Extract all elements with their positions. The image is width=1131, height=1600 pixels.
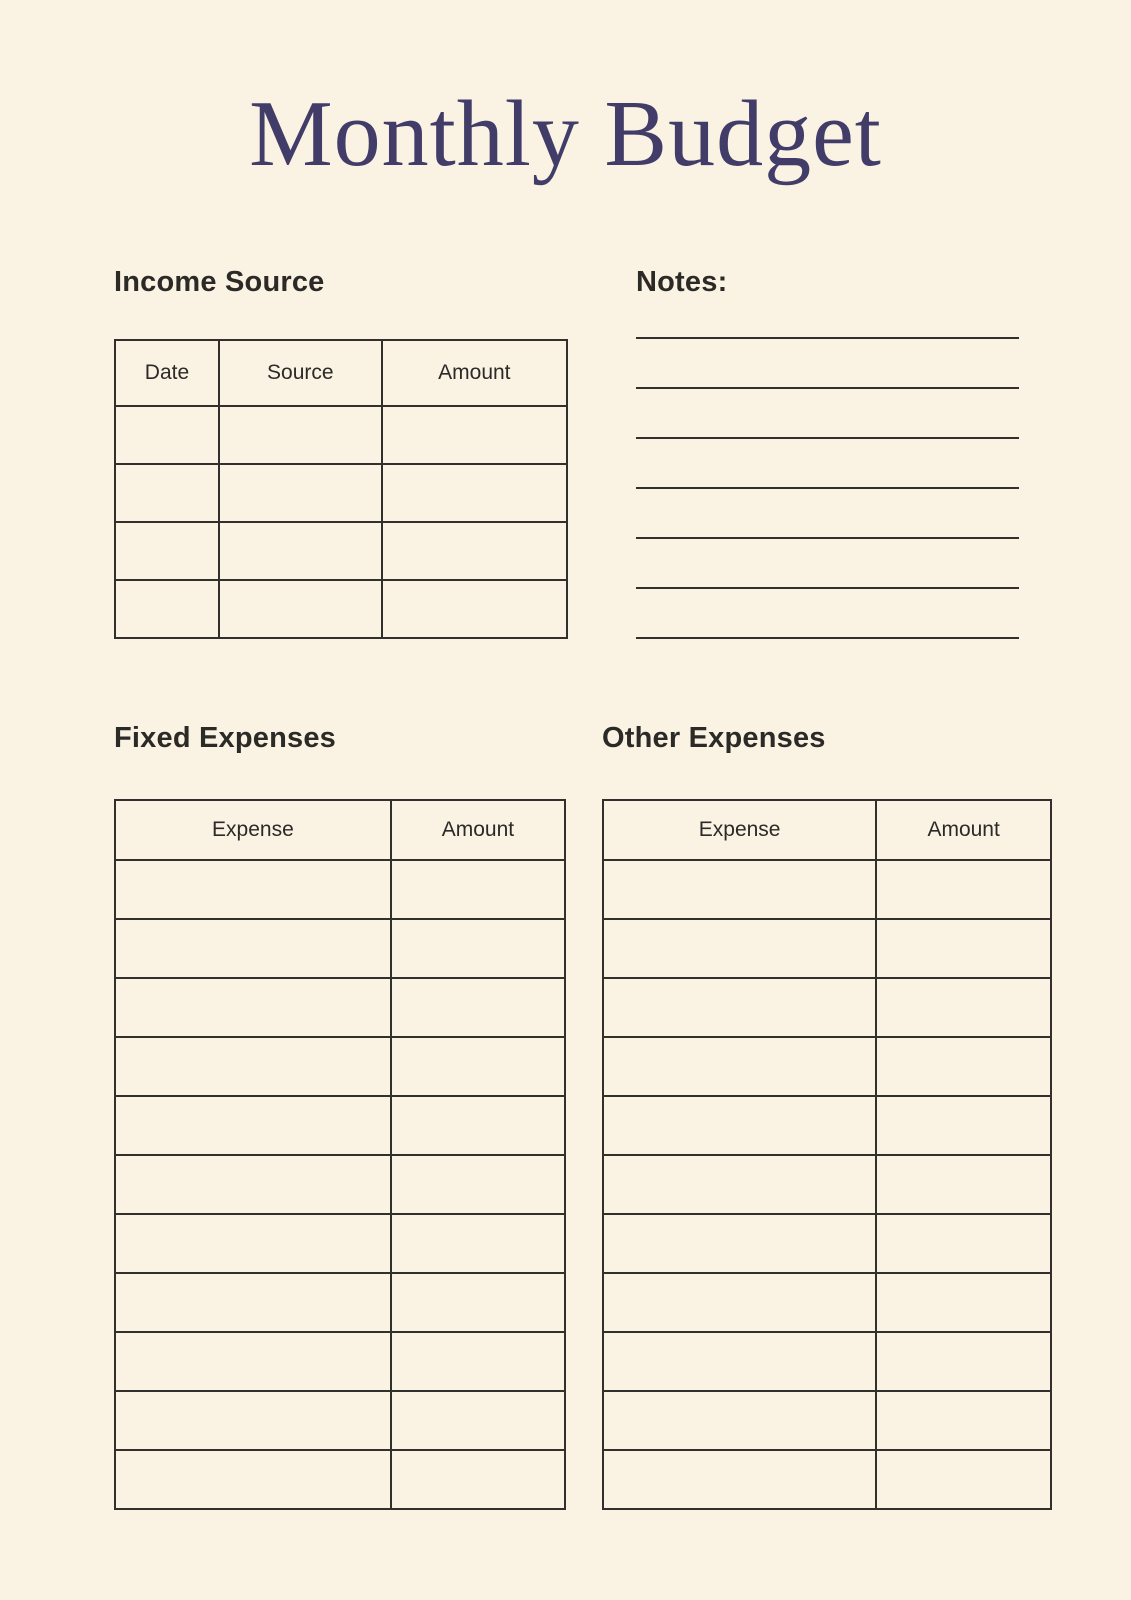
table-row [115, 1391, 565, 1450]
empty-cell [115, 1332, 391, 1391]
table-row [115, 978, 565, 1037]
empty-cell [876, 1391, 1051, 1450]
other-col-header-amount: Amount [876, 800, 1051, 860]
empty-cell [391, 1155, 565, 1214]
empty-cell [382, 406, 567, 464]
empty-cell [603, 1450, 876, 1509]
empty-cell [876, 1096, 1051, 1155]
fixed-expenses-table [114, 799, 566, 1510]
other-expenses-table [602, 799, 1052, 1510]
empty-cell [115, 1391, 391, 1450]
empty-cell [219, 406, 382, 464]
empty-cell [115, 406, 219, 464]
empty-cell [603, 1332, 876, 1391]
table-row [115, 860, 565, 919]
table-row [115, 522, 567, 580]
income-table [114, 339, 568, 639]
empty-cell [115, 1037, 391, 1096]
empty-cell [115, 1273, 391, 1332]
empty-cell [115, 978, 391, 1037]
empty-cell [603, 1391, 876, 1450]
empty-cell [382, 522, 567, 580]
page-title: Monthly Budget [249, 82, 882, 186]
empty-cell [115, 860, 391, 919]
fixed-expenses-header-row [115, 800, 565, 860]
empty-cell [382, 580, 567, 638]
empty-cell [603, 919, 876, 978]
empty-cell [603, 1096, 876, 1155]
other-expenses-header-row [603, 800, 1051, 860]
notes-ruled-lines [636, 337, 1019, 639]
table-row [115, 1273, 565, 1332]
fixed-expenses-section-heading: Fixed Expenses [114, 722, 337, 754]
empty-cell [115, 1214, 391, 1273]
empty-cell [876, 1037, 1051, 1096]
fixed-expenses-table-body [115, 860, 565, 1509]
empty-cell [391, 860, 565, 919]
other-expenses-section-heading: Other Expenses [602, 722, 826, 754]
table-row [115, 1096, 565, 1155]
income-table-body [115, 406, 567, 638]
empty-cell [115, 1155, 391, 1214]
other-col-header-expense: Expense [603, 800, 876, 860]
note-line [636, 637, 1019, 639]
empty-cell [115, 1450, 391, 1509]
empty-cell [391, 919, 565, 978]
empty-cell [219, 464, 382, 522]
empty-cell [219, 580, 382, 638]
table-row [115, 464, 567, 522]
notes-section-heading: Notes: [636, 266, 728, 298]
empty-cell [391, 1391, 565, 1450]
table-row [603, 1214, 1051, 1273]
table-row [603, 1096, 1051, 1155]
table-row [115, 919, 565, 978]
table-row [603, 978, 1051, 1037]
empty-cell [876, 1450, 1051, 1509]
empty-cell [391, 1214, 565, 1273]
empty-cell [876, 1214, 1051, 1273]
empty-cell [219, 522, 382, 580]
empty-cell [391, 1273, 565, 1332]
table-row [115, 1037, 565, 1096]
table-row [115, 1450, 565, 1509]
table-row [115, 580, 567, 638]
empty-cell [115, 919, 391, 978]
fixed-col-header-expense: Expense [115, 800, 391, 860]
income-table-header-row [115, 340, 567, 406]
empty-cell [391, 1450, 565, 1509]
empty-cell [115, 580, 219, 638]
other-expenses-table-body [603, 860, 1051, 1509]
table-row [603, 919, 1051, 978]
table-row [603, 1037, 1051, 1096]
table-row [603, 1391, 1051, 1450]
note-line [636, 337, 1019, 339]
empty-cell [391, 1096, 565, 1155]
table-row [115, 1155, 565, 1214]
note-line [636, 487, 1019, 489]
empty-cell [876, 1155, 1051, 1214]
empty-cell [876, 978, 1051, 1037]
empty-cell [391, 978, 565, 1037]
table-row [603, 1273, 1051, 1332]
empty-cell [603, 860, 876, 919]
note-line [636, 437, 1019, 439]
table-row [603, 1450, 1051, 1509]
empty-cell [603, 978, 876, 1037]
table-row [115, 1332, 565, 1391]
empty-cell [382, 464, 567, 522]
income-col-header-amount: Amount [382, 340, 567, 406]
empty-cell [603, 1214, 876, 1273]
income-col-header-source: Source [219, 340, 382, 406]
empty-cell [876, 919, 1051, 978]
empty-cell [115, 1096, 391, 1155]
table-row [603, 860, 1051, 919]
empty-cell [876, 1273, 1051, 1332]
table-row [115, 406, 567, 464]
empty-cell [603, 1155, 876, 1214]
note-line [636, 587, 1019, 589]
empty-cell [391, 1332, 565, 1391]
income-col-header-date: Date [115, 340, 219, 406]
income-section-heading: Income Source [114, 266, 325, 298]
empty-cell [603, 1037, 876, 1096]
empty-cell [876, 860, 1051, 919]
note-line [636, 387, 1019, 389]
note-line [636, 537, 1019, 539]
empty-cell [603, 1273, 876, 1332]
empty-cell [876, 1332, 1051, 1391]
empty-cell [391, 1037, 565, 1096]
table-row [115, 1214, 565, 1273]
table-row [603, 1155, 1051, 1214]
empty-cell [115, 522, 219, 580]
fixed-col-header-amount: Amount [391, 800, 565, 860]
empty-cell [115, 464, 219, 522]
table-row [603, 1332, 1051, 1391]
